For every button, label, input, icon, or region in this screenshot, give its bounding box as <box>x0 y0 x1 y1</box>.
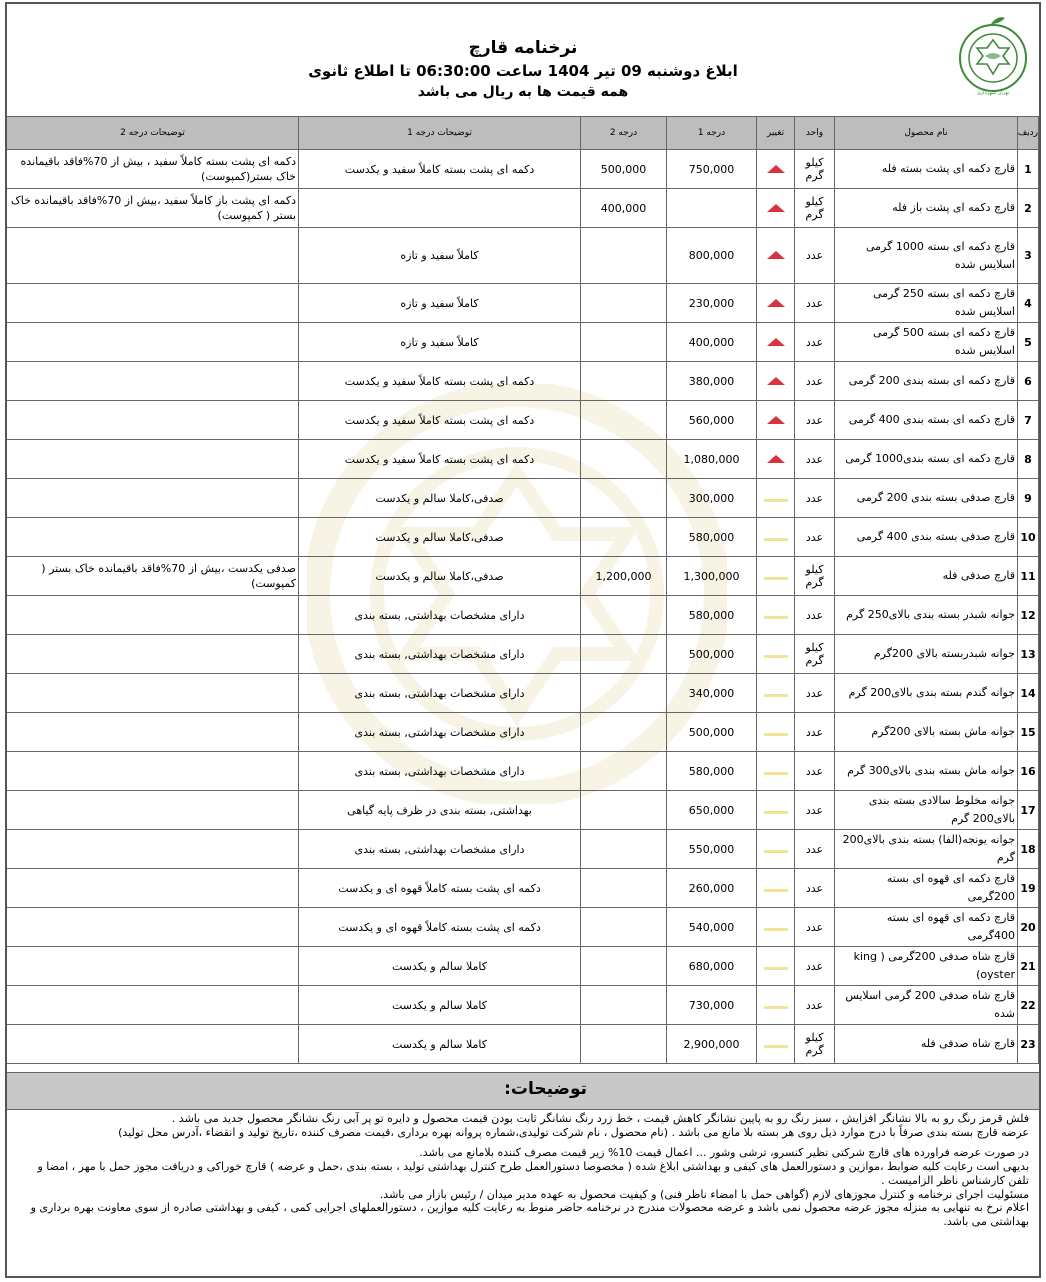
row-index: 6 <box>1018 362 1039 401</box>
table-row <box>7 986 1039 1025</box>
change-cell <box>757 791 795 830</box>
grade2-description <box>7 323 299 362</box>
table-row <box>7 189 1039 228</box>
table-row <box>7 752 1039 791</box>
grade2-description <box>7 791 299 830</box>
grade2-price <box>581 284 667 323</box>
product-name: قارچ دکمه ای بسته بندی 200 گرمی <box>835 362 1018 401</box>
table-row <box>7 635 1039 674</box>
change-cell <box>757 713 795 752</box>
currency-note: همه قیمت ها به ریال می باشد <box>417 84 629 100</box>
row-index: 9 <box>1018 479 1039 518</box>
yellow-flat-line-icon <box>764 967 788 970</box>
grade2-description <box>7 1025 299 1064</box>
grade2-description <box>7 362 299 401</box>
row-index: 13 <box>1018 635 1039 674</box>
grade1-description: بهداشتی, بسته بندی در ظرف پایه گیاهی <box>299 791 581 830</box>
table-row <box>7 713 1039 752</box>
grade1-price: 260,000 <box>667 869 757 908</box>
table-row <box>7 908 1039 947</box>
grade1-price: 750,000 <box>667 150 757 189</box>
header <box>7 4 1039 117</box>
note-line: در صورت عرضه فراورده های قارچ شرکتی نظیر کنسرو، ترشی وشور ... اعمال قیمت 10% زیر قیمت مصرف کننده بلامانع می باشد. <box>419 1146 1029 1160</box>
change-cell <box>757 986 795 1025</box>
note-line: عرضه قارچ بسته بندی صرفاً با درج موارد ذیل روی هر بسته بلا مانع می باشد . (نام محصول ، نام شرکت تولیدی،شماره پروانه بهره برداری ،قیمت مصرف کننده ،تاریخ تولید و انقضاء ،آدرس محل تولید) <box>118 1125 1029 1139</box>
grade1-description: کاملا سالم و یکدست <box>299 986 581 1025</box>
change-cell <box>757 440 795 479</box>
unit-cell: عدد <box>795 908 835 947</box>
change-cell <box>757 479 795 518</box>
change-cell <box>757 596 795 635</box>
product-name: قارچ صدفی فله <box>835 557 1018 596</box>
row-index: 15 <box>1018 713 1039 752</box>
row-index: 19 <box>1018 869 1039 908</box>
col-header-unit: واحد <box>795 117 835 150</box>
row-index: 11 <box>1018 557 1039 596</box>
unit-cell: عدد <box>795 986 835 1025</box>
col-header-grade1: درجه 1 <box>667 117 757 150</box>
unit-cell: عدد <box>795 518 835 557</box>
grade1-description: دکمه ای پشت بسته کاملاً سفید و یکدست <box>299 150 581 189</box>
grade2-description <box>7 713 299 752</box>
row-index: 12 <box>1018 596 1039 635</box>
unit-cell: کیلو گرم <box>795 189 835 228</box>
row-index: 14 <box>1018 674 1039 713</box>
grade1-description: دکمه ای پشت بسته کاملاً سفید و یکدست <box>299 401 581 440</box>
note-line: مسئولیت اجرای نرخنامه و کنترل مجوزهای لازم (گواهی حمل با امضاء ناظر فنی) و کیفیت محصول به عهده مدیر میدان / رئیس بازار می باشد. <box>379 1187 1029 1201</box>
grade2-description <box>7 986 299 1025</box>
grade1-description: دارای مشخصات بهداشتی, بسته بندی <box>299 635 581 674</box>
grade2-price <box>581 674 667 713</box>
grade2-price <box>581 362 667 401</box>
grade2-description: دکمه ای پشت بسته کاملاً سفید ، بیش از 70%فاقد باقیمانده خاک بستر(کمپوست) <box>7 150 299 189</box>
grade1-price: 500,000 <box>667 635 757 674</box>
grade2-description <box>7 752 299 791</box>
red-up-triangle-icon <box>767 377 785 385</box>
product-name: قارچ شاه صدفی 200گرمی ( king oyster) <box>835 947 1018 986</box>
grade2-price <box>581 440 667 479</box>
unit-cell: عدد <box>795 869 835 908</box>
note-line: بدیهی است رعایت کلیه ضوابط ،موازین و دستورالعمل های کیفی و بهداشتی ابلاغ شده ( مخصوصا دستورالعمل طرح کنترل بهداشتی تولید ، بسته بندی ،حمل و عرضه ) قارچ خوراکی و دریافت مجوز حمل با مهر ، امضا و تلفن کارشناس ناظر الزامیست . <box>37 1160 1029 1187</box>
grade1-price: 1,080,000 <box>667 440 757 479</box>
grade2-description <box>7 596 299 635</box>
row-index: 3 <box>1018 228 1039 284</box>
change-cell <box>757 752 795 791</box>
yellow-flat-line-icon <box>764 1006 788 1009</box>
table-row <box>7 284 1039 323</box>
announcement-date: ابلاغ دوشنبه 09 تیر 1404 ساعت 06:30:00 تا اطلاع ثانوی <box>308 62 738 80</box>
change-cell <box>757 284 795 323</box>
product-name: قارچ صدفی بسته بندی 400 گرمی <box>835 518 1018 557</box>
row-index: 8 <box>1018 440 1039 479</box>
red-up-triangle-icon <box>767 251 785 259</box>
grade2-description <box>7 284 299 323</box>
grade2-description <box>7 830 299 869</box>
unit-cell: کیلو گرم <box>795 1025 835 1064</box>
product-name: جوانه ماش بسته بندی بالای300 گرم <box>835 752 1018 791</box>
change-cell <box>757 830 795 869</box>
grade1-price <box>667 189 757 228</box>
red-up-triangle-icon <box>767 165 785 173</box>
table-row <box>7 791 1039 830</box>
grade1-description: دارای مشخصات بهداشتی, بسته بندی <box>299 596 581 635</box>
grade1-price: 1,300,000 <box>667 557 757 596</box>
grade1-description: دارای مشخصات بهداشتی, بسته بندی <box>299 752 581 791</box>
yellow-flat-line-icon <box>764 850 788 853</box>
product-name: جوانه مخلوط سالادی بسته بندی بالای200 گرم <box>835 791 1018 830</box>
grade2-price <box>581 986 667 1025</box>
row-index: 10 <box>1018 518 1039 557</box>
grade1-price: 540,000 <box>667 908 757 947</box>
yellow-flat-line-icon <box>764 1045 788 1048</box>
logo-caption: تهران شهرداری <box>976 90 1010 96</box>
product-name: قارچ دکمه ای بسته 250 گرمی اسلایس شده <box>835 284 1018 323</box>
grade1-price: 650,000 <box>667 791 757 830</box>
grade1-description: دارای مشخصات بهداشتی, بسته بندی <box>299 830 581 869</box>
col-header-desc1: توضیحات درجه 1 <box>299 117 581 150</box>
grade1-price: 340,000 <box>667 674 757 713</box>
change-cell <box>757 674 795 713</box>
grade1-description <box>299 189 581 228</box>
table-row <box>7 323 1039 362</box>
table-header-row <box>7 117 1039 150</box>
grade1-price: 400,000 <box>667 323 757 362</box>
yellow-flat-line-icon <box>764 811 788 814</box>
unit-cell: عدد <box>795 830 835 869</box>
unit-cell: عدد <box>795 323 835 362</box>
grade1-description: صدفی،کاملا سالم و یکدست <box>299 518 581 557</box>
table-row <box>7 674 1039 713</box>
change-cell <box>757 635 795 674</box>
grade2-price <box>581 830 667 869</box>
notes-title: توضیحات: <box>504 1079 587 1099</box>
unit-cell: عدد <box>795 674 835 713</box>
row-index: 17 <box>1018 791 1039 830</box>
grade2-price: 1,200,000 <box>581 557 667 596</box>
yellow-flat-line-icon <box>764 655 788 658</box>
product-name: قارچ دکمه ای پشت بسته فله <box>835 150 1018 189</box>
grade1-price: 2,900,000 <box>667 1025 757 1064</box>
grade2-description: صدفی یکدست ،بیش از 70%فاقد باقیمانده خاک بستر ( کمپوست) <box>7 557 299 596</box>
grade1-description: دکمه ای پشت بسته کاملاً سفید و یکدست <box>299 440 581 479</box>
grade1-price: 800,000 <box>667 228 757 284</box>
row-index: 18 <box>1018 830 1039 869</box>
red-up-triangle-icon <box>767 299 785 307</box>
red-up-triangle-icon <box>767 338 785 346</box>
product-name: قارچ دکمه ای بسته بندی1000 گرمی <box>835 440 1018 479</box>
grade2-description <box>7 518 299 557</box>
yellow-flat-line-icon <box>764 538 788 541</box>
grade1-price: 230,000 <box>667 284 757 323</box>
unit-cell: عدد <box>795 228 835 284</box>
grade2-description <box>7 228 299 284</box>
price-table <box>6 116 1039 1064</box>
grade2-price <box>581 869 667 908</box>
change-cell <box>757 150 795 189</box>
table-row <box>7 596 1039 635</box>
grade2-description <box>7 947 299 986</box>
red-up-triangle-icon <box>767 204 785 212</box>
yellow-flat-line-icon <box>764 928 788 931</box>
grade2-description <box>7 635 299 674</box>
table-row <box>7 1025 1039 1064</box>
grade1-description: دارای مشخصات بهداشتی, بسته بندی <box>299 674 581 713</box>
product-name: قارچ دکمه ای قهوه ای بسته 400گرمی <box>835 908 1018 947</box>
yellow-flat-line-icon <box>764 499 788 502</box>
product-name: جوانه شبدر بسته بندی بالای250 گرم <box>835 596 1018 635</box>
table-row <box>7 150 1039 189</box>
grade2-price <box>581 401 667 440</box>
grade1-description: دکمه ای پشت بسته کاملاً قهوه ای و یکدست <box>299 869 581 908</box>
unit-cell: عدد <box>795 440 835 479</box>
row-index: 4 <box>1018 284 1039 323</box>
red-up-triangle-icon <box>767 455 785 463</box>
row-index: 5 <box>1018 323 1039 362</box>
change-cell <box>757 1025 795 1064</box>
yellow-flat-line-icon <box>764 733 788 736</box>
grade1-description: دکمه ای پشت بسته کاملاً سفید و یکدست <box>299 362 581 401</box>
grade1-description: کاملا سالم و یکدست <box>299 947 581 986</box>
product-name: جوانه یونجه(الفا) بسته بندی بالای200 گرم <box>835 830 1018 869</box>
yellow-flat-line-icon <box>764 577 788 580</box>
grade2-description <box>7 440 299 479</box>
change-cell <box>757 362 795 401</box>
row-index: 7 <box>1018 401 1039 440</box>
row-index: 20 <box>1018 908 1039 947</box>
table-row <box>7 947 1039 986</box>
change-cell <box>757 557 795 596</box>
table-row <box>7 362 1039 401</box>
row-index: 23 <box>1018 1025 1039 1064</box>
unit-cell: عدد <box>795 284 835 323</box>
unit-cell: عدد <box>795 362 835 401</box>
change-cell <box>757 323 795 362</box>
table-row <box>7 557 1039 596</box>
grade1-description: کاملاً سفید و تازه <box>299 284 581 323</box>
grade2-price <box>581 479 667 518</box>
grade2-description: دکمه ای پشت باز کاملاً سفید ،بیش از 70%فاقد باقیمانده خاک بستر ( کمپوست) <box>7 189 299 228</box>
col-header-index: ردیف <box>1018 117 1039 150</box>
grade2-price <box>581 323 667 362</box>
grade1-price: 580,000 <box>667 518 757 557</box>
grade1-description: صدفی،کاملا سالم و یکدست <box>299 557 581 596</box>
unit-cell: عدد <box>795 752 835 791</box>
change-cell <box>757 228 795 284</box>
col-header-change: تغییر <box>757 117 795 150</box>
notes-body <box>7 1110 1039 1276</box>
grade1-description: دارای مشخصات بهداشتی, بسته بندی <box>299 713 581 752</box>
grade1-price: 580,000 <box>667 752 757 791</box>
grade1-price: 560,000 <box>667 401 757 440</box>
row-index: 21 <box>1018 947 1039 986</box>
table-row <box>7 830 1039 869</box>
table-body <box>7 150 1039 1064</box>
price-sheet-page <box>5 2 1041 1278</box>
grade1-description: کاملاً سفید و تازه <box>299 323 581 362</box>
grade2-price <box>581 228 667 284</box>
col-header-name: نام محصول <box>835 117 1018 150</box>
grade1-price: 300,000 <box>667 479 757 518</box>
red-up-triangle-icon <box>767 416 785 424</box>
unit-cell: عدد <box>795 947 835 986</box>
unit-cell: عدد <box>795 401 835 440</box>
grade2-price <box>581 596 667 635</box>
row-index: 2 <box>1018 189 1039 228</box>
notes-header <box>7 1072 1039 1110</box>
change-cell <box>757 908 795 947</box>
table-row <box>7 518 1039 557</box>
unit-cell: کیلو گرم <box>795 150 835 189</box>
grade2-price <box>581 1025 667 1064</box>
grade1-price: 500,000 <box>667 713 757 752</box>
unit-cell: کیلو گرم <box>795 557 835 596</box>
grade1-price: 550,000 <box>667 830 757 869</box>
product-name: جوانه گندم بسته بندی بالای200 گرم <box>835 674 1018 713</box>
grade2-price <box>581 635 667 674</box>
grade2-price <box>581 752 667 791</box>
grade2-price <box>581 908 667 947</box>
grade2-description <box>7 401 299 440</box>
product-name: قارچ دکمه ای پشت باز فله <box>835 189 1018 228</box>
page-title: نرخنامه قارچ <box>468 38 578 58</box>
grade2-price <box>581 791 667 830</box>
product-name: قارچ دکمه ای بسته 500 گرمی اسلایس شده <box>835 323 1018 362</box>
grade1-price: 730,000 <box>667 986 757 1025</box>
yellow-flat-line-icon <box>764 889 788 892</box>
unit-cell: عدد <box>795 596 835 635</box>
grade1-price: 580,000 <box>667 596 757 635</box>
unit-cell: کیلو گرم <box>795 635 835 674</box>
product-name: قارچ دکمه ای بسته بندی 400 گرمی <box>835 401 1018 440</box>
row-index: 22 <box>1018 986 1039 1025</box>
row-index: 1 <box>1018 150 1039 189</box>
change-cell <box>757 401 795 440</box>
change-cell <box>757 189 795 228</box>
product-name: جوانه شبدربسته بالای 200گرم <box>835 635 1018 674</box>
grade2-description <box>7 869 299 908</box>
grade1-description: دکمه ای پشت بسته کاملاً قهوه ای و یکدست <box>299 908 581 947</box>
product-name: قارچ دکمه ای بسته 1000 گرمی اسلایس شده <box>835 228 1018 284</box>
grade2-description <box>7 479 299 518</box>
grade2-price: 500,000 <box>581 150 667 189</box>
grade2-price <box>581 947 667 986</box>
table-row <box>7 401 1039 440</box>
yellow-flat-line-icon <box>764 772 788 775</box>
change-cell <box>757 518 795 557</box>
grade2-price <box>581 713 667 752</box>
grade1-price: 680,000 <box>667 947 757 986</box>
product-name: قارچ صدفی بسته بندی 200 گرمی <box>835 479 1018 518</box>
grade1-description: کاملاً سفید و تازه <box>299 228 581 284</box>
grade2-price <box>581 518 667 557</box>
table-row <box>7 228 1039 284</box>
unit-cell: عدد <box>795 713 835 752</box>
product-name: جوانه ماش بسته بالای 200گرم <box>835 713 1018 752</box>
table-row <box>7 869 1039 908</box>
grade1-description: صدفی،کاملا سالم و یکدست <box>299 479 581 518</box>
grade1-price: 380,000 <box>667 362 757 401</box>
grade2-description <box>7 674 299 713</box>
note-line: اعلام نرخ به تنهایی به منزله مجوز عرضه محصول نمی باشد و عرضه محصولات مندرج در نرخنامه حاضر منوط به رعایت کلیه موازین ، دستورالعملهای اجرایی کمی ، کیفی و بهداشتی صادره از سوی معاونت بهره برداری و بهداشتی می باشد. <box>30 1201 1029 1228</box>
product-name: قارچ شاه صدفی 200 گرمی اسلایس شده <box>835 986 1018 1025</box>
unit-cell: عدد <box>795 791 835 830</box>
note-line: فلش قرمز رنگ رو به بالا نشانگر افزایش ، سبز رنگ رو به پایین نشانگر کاهش قیمت ، خط زرد رنگ نشانگر ثابت بودن قیمت محصول و دایره تو پر آبی رنگ نشانگر محصول جدید می باشد . <box>171 1112 1029 1125</box>
product-name: قارچ شاه صدفی فله <box>835 1025 1018 1064</box>
grade2-price: 400,000 <box>581 189 667 228</box>
grade1-description: کاملا سالم و یکدست <box>299 1025 581 1064</box>
col-header-desc2: توضیحات درجه 2 <box>7 117 299 150</box>
col-header-grade2: درجه 2 <box>581 117 667 150</box>
table-row <box>7 479 1039 518</box>
product-name: قارچ دکمه ای قهوه ای بسته 200گرمی <box>835 869 1018 908</box>
change-cell <box>757 869 795 908</box>
yellow-flat-line-icon <box>764 616 788 619</box>
yellow-flat-line-icon <box>764 694 788 697</box>
unit-cell: عدد <box>795 479 835 518</box>
row-index: 16 <box>1018 752 1039 791</box>
table-row <box>7 440 1039 479</box>
grade2-description <box>7 908 299 947</box>
change-cell <box>757 947 795 986</box>
